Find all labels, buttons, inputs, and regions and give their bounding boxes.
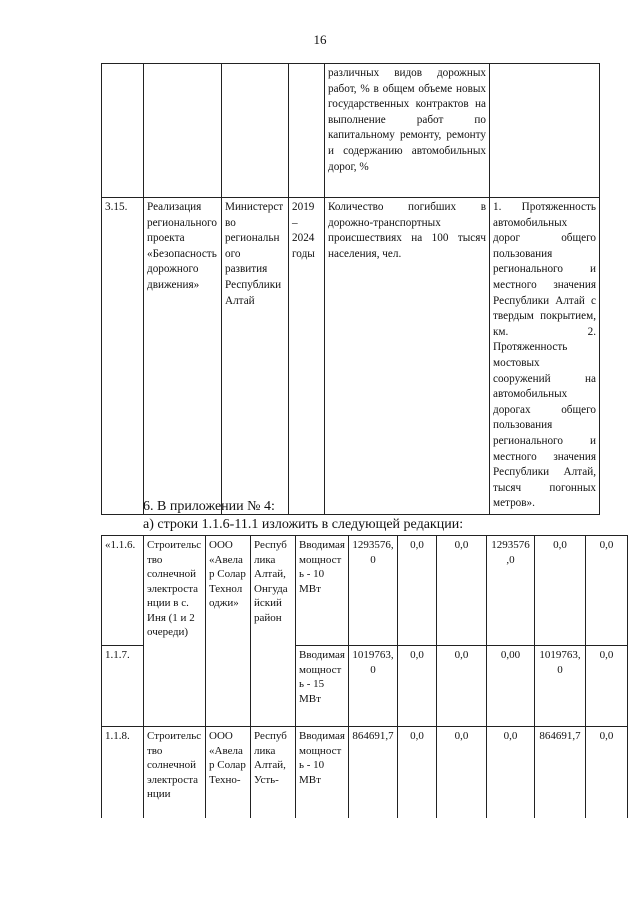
other-indicators: 1. Протяженность автомобильных дорог общего пользования регионального и местного значения Республики Алтай с твердым покрытием, км. 2. Протяженность мостовых сооружений на автомобильных дорогах общего пользования регионального и местного значения Республики Алтай, тысяч погонных метров». — [490, 198, 600, 515]
period: 2019 – 2024 годы — [289, 198, 325, 515]
page-number: 16 — [313, 32, 327, 47]
value-cell: 864691,7 — [535, 727, 586, 819]
indicator-cell: различных видов дорожных работ, % в общем объеме новых государственных контрактов на выполнение работ по капитальному ремонту, ремонту и содержанию автомобильных дорог, % — [325, 64, 490, 198]
value-cell: 0,0 — [437, 646, 487, 727]
row-number: 1.1.7. — [102, 646, 144, 727]
value-cell: 0,0 — [398, 536, 437, 646]
table-row — [102, 198, 600, 515]
capacity: Вводимая мощность - 10 МВт — [296, 727, 349, 819]
location: Республика Алтай, Онгудайский район — [251, 536, 296, 727]
table-row — [102, 536, 628, 646]
value-cell: 0,00 — [487, 646, 535, 727]
value-cell: 0,0 — [487, 727, 535, 819]
value-cell: 0,0 — [535, 536, 586, 646]
capacity: Вводимая мощность - 10 МВт — [296, 536, 349, 646]
value-cell: 1019763,0 — [535, 646, 586, 727]
table-row — [102, 727, 628, 819]
company: ООО «Авелар Солар Техно- — [206, 727, 251, 819]
value-cell: 864691,7 — [349, 727, 398, 819]
row-number: «1.1.6. — [102, 536, 144, 646]
value-cell: 0,0 — [586, 536, 628, 646]
cell-empty — [102, 64, 144, 198]
value-cell: 0,0 — [437, 536, 487, 646]
executor: Министерство регионального развития Республики Алтай — [222, 198, 289, 515]
investment-table — [101, 535, 628, 818]
value-cell: 1293576,0 — [487, 536, 535, 646]
table-row — [102, 64, 600, 198]
row-number: 3.15. — [102, 198, 144, 515]
value-cell: 0,0 — [586, 727, 628, 819]
cell-empty — [144, 64, 222, 198]
value-cell: 0,0 — [586, 646, 628, 727]
row-number: 1.1.8. — [102, 727, 144, 819]
location: Республика Алтай, Усть- — [251, 727, 296, 819]
rows-heading: а) строки 1.1.6-11.1 изложить в следующей редакции: — [143, 517, 464, 532]
object-name: Строительство солнечной электростанции — [144, 727, 206, 819]
cell-empty — [222, 64, 289, 198]
company: ООО «Авелар Солар Технолоджи» — [206, 536, 251, 727]
appendix-heading: 6. В приложении № 4: — [143, 499, 275, 514]
value-cell: 1293576,0 — [349, 536, 398, 646]
indicator: Количество погибших в дорожно-транспортных происшествиях на 100 тысяч населения, чел. — [325, 198, 490, 515]
cell-empty — [490, 64, 600, 198]
measure-name: Реализация регионального проекта «Безопасность дорожного движения» — [144, 198, 222, 515]
object-name: Строительство солнечной электростанции в с. Иня (1 и 2 очереди) — [144, 536, 206, 727]
capacity: Вводимая мощность - 15 МВт — [296, 646, 349, 727]
cell-empty — [289, 64, 325, 198]
program-table — [101, 63, 600, 515]
value-cell: 0,0 — [437, 727, 487, 819]
value-cell: 0,0 — [398, 646, 437, 727]
value-cell: 1019763,0 — [349, 646, 398, 727]
value-cell: 0,0 — [398, 727, 437, 819]
